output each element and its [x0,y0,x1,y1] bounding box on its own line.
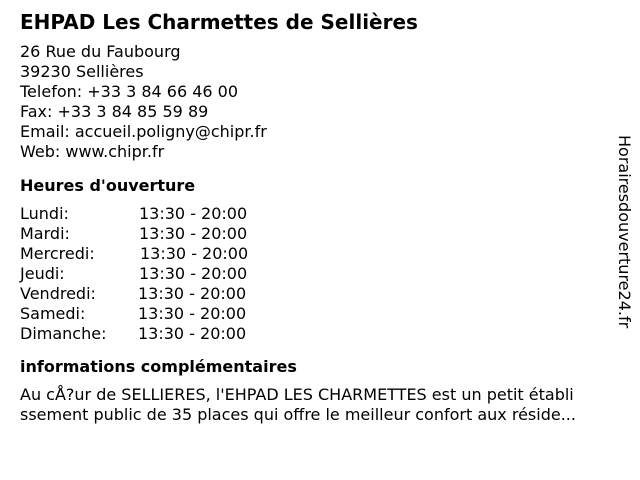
email-address: Email: accueil.poligny@chipr.fr [20,122,267,141]
day-label: Vendredi: [20,284,96,303]
day-label: Jeudi: [20,264,65,283]
business-card [20,10,620,425]
day-label: Mercredi: [20,244,95,263]
hours-row-monday [20,204,620,224]
hours-row-wednesday [20,244,620,264]
day-label: Samedi: [20,304,86,323]
time-range: 13:30 - 20:00 [139,224,248,243]
website: Web: www.chipr.fr [20,142,165,161]
business-title: EHPAD Les Charmettes de Sellières [20,10,418,34]
day-label: Dimanche: [20,324,107,343]
time-range: 13:30 - 20:00 [138,284,247,303]
phone-number: Telefon: +33 3 84 66 46 00 [20,82,239,101]
time-range: 13:30 - 20:00 [138,324,247,343]
address-street: 26 Rue du Faubourg [20,42,181,61]
day-label: Mardi: [20,224,70,243]
fax-number: Fax: +33 3 84 85 59 89 [20,102,209,121]
hours-row-friday [20,284,620,304]
info-heading: informations complémentaires [20,357,297,376]
info-text-line-2: ssement public de 35 places qui offre le meilleur confort aux réside... [20,405,576,424]
hours-row-sunday [20,324,620,344]
address-city: 39230 Sellières [20,62,144,81]
info-text-line-1: Au cÅ?ur de SELLIERES, l'EHPAD LES CHARMETTES est un petit établi [20,385,574,404]
time-range: 13:30 - 20:00 [139,264,248,283]
hours-table [20,204,620,344]
hours-heading: Heures d'ouverture [20,176,196,195]
day-label: Lundi: [20,204,69,223]
contact-block [20,42,620,162]
hours-row-tuesday [20,224,620,244]
hours-row-saturday [20,304,620,324]
time-range: 13:30 - 20:00 [140,244,249,263]
time-range: 13:30 - 20:00 [138,304,247,323]
time-range: 13:30 - 20:00 [139,204,248,223]
hours-row-thursday [20,264,620,284]
site-watermark: Horairesdouverture24.fr [615,135,634,329]
